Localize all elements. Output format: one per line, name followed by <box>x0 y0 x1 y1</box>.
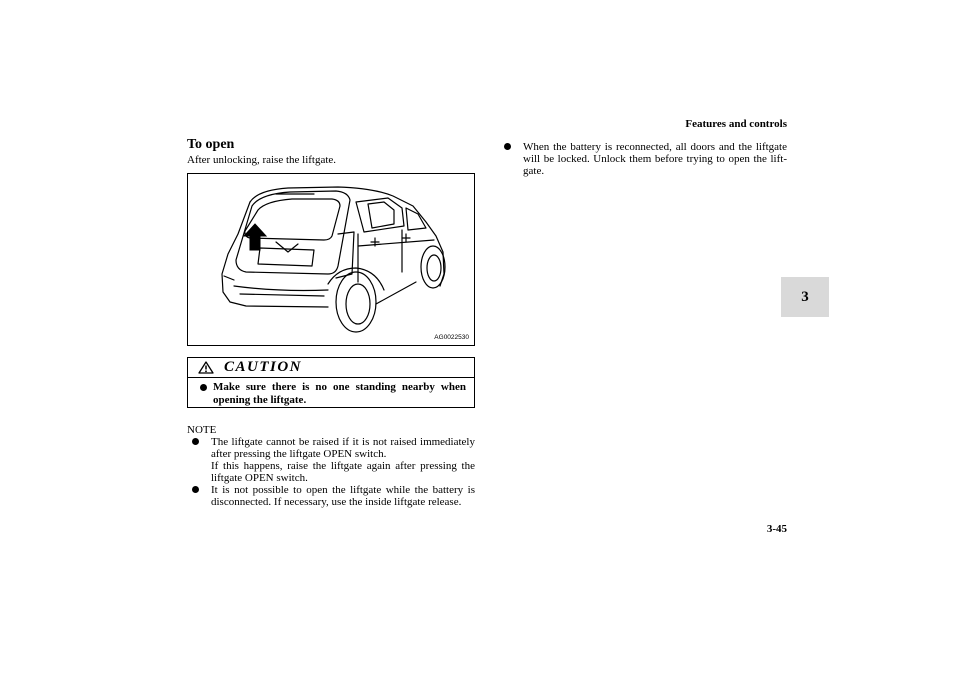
bullet-icon <box>504 143 511 150</box>
section-intro: After unlocking, raise the liftgate. <box>187 154 337 166</box>
warning-triangle-icon <box>198 361 214 374</box>
figure-code: AG0022530 <box>434 334 469 341</box>
note-item <box>187 484 475 508</box>
chapter-number: 3 <box>801 288 809 305</box>
bullet-icon <box>192 486 199 493</box>
running-header: Features and controls <box>685 118 787 130</box>
caution-text: Make sure there is no one standing nearby when opening the liftgate. <box>213 381 466 406</box>
liftgate-figure <box>187 173 475 346</box>
caution-header <box>188 358 474 378</box>
note-item <box>187 436 475 484</box>
page-number: 3-45 <box>766 523 787 535</box>
note-item-line: If this happens, raise the liftgate again after pressing the liftgate OPEN switch. <box>211 460 475 484</box>
note-label: NOTE <box>187 424 217 436</box>
note-item <box>499 141 787 177</box>
caution-body <box>188 378 474 407</box>
note-item-line: It is not possible to open the liftgate while the battery is disconnected. If necessary, use the inside liftgate release. <box>211 484 475 508</box>
caution-title: CAUTION <box>224 359 303 375</box>
section-title: To open <box>187 137 235 152</box>
bullet-icon <box>192 438 199 445</box>
note-list <box>187 436 475 508</box>
car-rear-illustration <box>188 174 474 345</box>
chapter-tab <box>781 277 829 317</box>
right-column <box>499 141 787 177</box>
caution-box <box>187 357 475 408</box>
note-item-line: The liftgate cannot be raised if it is not raised immediately after pressing the liftgate OPEN switch. <box>211 436 475 460</box>
note-item-line: When the battery is reconnected, all doors and the liftgate will be locked. Unlock them before trying to open the lift-gate. <box>523 141 787 177</box>
bullet-icon <box>200 384 207 391</box>
